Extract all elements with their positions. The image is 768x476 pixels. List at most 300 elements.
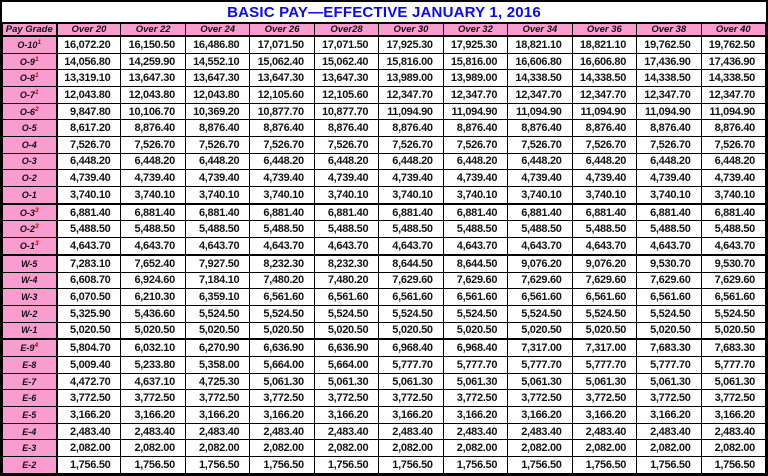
pay-amount-cell: 5,524.50	[314, 305, 378, 322]
pay-amount-cell: 1,756.50	[637, 457, 701, 474]
pay-amount-cell: 5,524.50	[572, 305, 636, 322]
table-row	[3, 221, 766, 238]
pay-amount-cell: 1,756.50	[250, 457, 314, 474]
pay-amount-cell: 17,436.90	[637, 53, 701, 70]
pay-amount-cell: 4,739.40	[57, 170, 121, 187]
table-row	[3, 136, 766, 153]
table-row	[3, 440, 766, 457]
pay-amount-cell: 5,524.50	[379, 305, 443, 322]
pay-amount-cell: 7,317.00	[572, 339, 636, 356]
pay-amount-cell: 2,483.40	[57, 423, 121, 440]
pay-amount-cell: 8,232.30	[250, 255, 314, 272]
pay-amount-cell: 6,881.40	[250, 204, 314, 221]
pay-amount-cell: 4,643.70	[572, 238, 636, 255]
pay-amount-cell: 6,881.40	[57, 204, 121, 221]
pay-amount-cell: 7,526.70	[250, 136, 314, 153]
pay-amount-cell: 6,359.10	[185, 289, 249, 306]
pay-amount-cell: 3,166.20	[443, 407, 507, 424]
pay-amount-cell: 2,483.40	[379, 423, 443, 440]
pay-amount-cell: 5,524.50	[185, 305, 249, 322]
pay-amount-cell: 6,448.20	[443, 153, 507, 170]
pay-amount-cell: 6,448.20	[185, 153, 249, 170]
pay-amount-cell: 2,082.00	[572, 440, 636, 457]
pay-amount-cell: 6,210.30	[121, 289, 185, 306]
pay-grade-cell: E-6	[3, 390, 57, 407]
pay-amount-cell: 6,881.40	[637, 204, 701, 221]
pay-amount-cell: 8,232.30	[314, 255, 378, 272]
footnote-marker: 2	[34, 105, 39, 113]
pay-amount-cell: 15,062.40	[250, 53, 314, 70]
pay-amount-cell: 17,436.90	[701, 53, 765, 70]
pay-amount-cell: 9,530.70	[701, 255, 765, 272]
pay-amount-cell: 5,777.70	[701, 357, 765, 374]
pay-amount-cell: 9,076.20	[508, 255, 572, 272]
pay-amount-cell: 10,877.70	[250, 103, 314, 120]
pay-amount-cell: 6,448.20	[637, 153, 701, 170]
pay-amount-cell: 16,606.80	[508, 53, 572, 70]
pay-amount-cell: 5,488.50	[379, 221, 443, 238]
pay-amount-cell: 2,082.00	[508, 440, 572, 457]
table-row	[3, 289, 766, 306]
table-row	[3, 238, 766, 255]
pay-amount-cell: 9,076.20	[572, 255, 636, 272]
pay-amount-cell: 5,061.30	[637, 373, 701, 390]
pay-amount-cell: 1,756.50	[314, 457, 378, 474]
pay-amount-cell: 2,082.00	[443, 440, 507, 457]
pay-amount-cell: 6,608.70	[57, 272, 121, 289]
pay-amount-cell: 6,561.60	[572, 289, 636, 306]
pay-grade-cell: W-5	[3, 255, 57, 272]
pay-amount-cell: 9,847.80	[57, 103, 121, 120]
table-row	[3, 204, 766, 221]
pay-amount-cell: 5,488.50	[57, 221, 121, 238]
pay-grade-cell: E-8	[3, 357, 57, 374]
pay-amount-cell: 12,347.70	[379, 87, 443, 104]
pay-grade-cell: E-4	[3, 423, 57, 440]
pay-amount-cell: 2,082.00	[57, 440, 121, 457]
pay-amount-cell: 2,483.40	[572, 423, 636, 440]
pay-amount-cell: 2,483.40	[121, 423, 185, 440]
pay-amount-cell: 11,094.90	[443, 103, 507, 120]
pay-amount-cell: 5,020.50	[572, 322, 636, 339]
pay-amount-cell: 11,094.90	[637, 103, 701, 120]
pay-amount-cell: 15,816.00	[443, 53, 507, 70]
pay-amount-cell: 6,561.60	[314, 289, 378, 306]
pay-amount-cell: 6,561.60	[379, 289, 443, 306]
pay-amount-cell: 7,526.70	[572, 136, 636, 153]
pay-amount-cell: 4,643.70	[443, 238, 507, 255]
pay-amount-cell: 5,524.50	[637, 305, 701, 322]
pay-amount-cell: 17,071.50	[314, 36, 378, 53]
pay-amount-cell: 7,629.60	[701, 272, 765, 289]
pay-amount-cell: 14,259.90	[121, 53, 185, 70]
pay-amount-cell: 5,488.50	[314, 221, 378, 238]
pay-amount-cell: 4,643.70	[701, 238, 765, 255]
table-row	[3, 170, 766, 187]
pay-amount-cell: 3,166.20	[314, 407, 378, 424]
table-row	[3, 186, 766, 203]
pay-amount-cell: 4,637.10	[121, 373, 185, 390]
pay-grade-cell: E-3	[3, 440, 57, 457]
pay-amount-cell: 12,043.80	[121, 87, 185, 104]
pay-amount-cell: 10,877.70	[314, 103, 378, 120]
pay-amount-cell: 6,448.20	[508, 153, 572, 170]
pay-amount-cell: 3,772.50	[443, 390, 507, 407]
pay-grade-header: Pay Grade	[3, 24, 57, 37]
pay-amount-cell: 3,740.10	[57, 186, 121, 203]
pay-amount-cell: 7,480.20	[250, 272, 314, 289]
pay-amount-cell: 10,106.70	[121, 103, 185, 120]
pay-amount-cell: 5,061.30	[701, 373, 765, 390]
table-row	[3, 53, 766, 70]
pay-amount-cell: 2,082.00	[250, 440, 314, 457]
pay-amount-cell: 6,881.40	[508, 204, 572, 221]
pay-amount-cell: 8,876.40	[637, 120, 701, 137]
pay-amount-cell: 6,881.40	[314, 204, 378, 221]
pay-amount-cell: 5,524.50	[250, 305, 314, 322]
footnote-marker: 1	[34, 88, 39, 96]
pay-amount-cell: 7,629.60	[572, 272, 636, 289]
pay-amount-cell: 5,020.50	[443, 322, 507, 339]
pay-amount-cell: 5,488.50	[572, 221, 636, 238]
pay-amount-cell: 8,876.40	[701, 120, 765, 137]
table-row	[3, 70, 766, 87]
pay-grade-cell: O-2	[3, 170, 57, 187]
pay-amount-cell: 11,094.90	[572, 103, 636, 120]
pay-amount-cell: 4,643.70	[250, 238, 314, 255]
pay-amount-cell: 13,989.00	[443, 70, 507, 87]
pay-amount-cell: 1,756.50	[121, 457, 185, 474]
pay-amount-cell: 14,338.50	[637, 70, 701, 87]
pay-amount-cell: 5,777.70	[508, 357, 572, 374]
pay-amount-cell: 5,358.00	[185, 357, 249, 374]
pay-amount-cell: 8,644.50	[443, 255, 507, 272]
pay-amount-cell: 2,483.40	[508, 423, 572, 440]
pay-amount-cell: 6,881.40	[121, 204, 185, 221]
pay-amount-cell: 8,644.50	[379, 255, 443, 272]
pay-amount-cell: 5,020.50	[250, 322, 314, 339]
pay-amount-cell: 7,184.10	[185, 272, 249, 289]
pay-amount-cell: 5,436.60	[121, 305, 185, 322]
pay-amount-cell: 7,480.20	[314, 272, 378, 289]
pay-amount-cell: 4,739.40	[314, 170, 378, 187]
pay-amount-cell: 15,062.40	[314, 53, 378, 70]
column-header: Over 22	[121, 24, 185, 37]
pay-amount-cell: 5,488.50	[508, 221, 572, 238]
pay-amount-cell: 6,448.20	[572, 153, 636, 170]
pay-amount-cell: 2,082.00	[637, 440, 701, 457]
pay-amount-cell: 4,739.40	[637, 170, 701, 187]
pay-amount-cell: 5,524.50	[508, 305, 572, 322]
pay-amount-cell: 4,643.70	[185, 238, 249, 255]
pay-amount-cell: 4,643.70	[637, 238, 701, 255]
pay-amount-cell: 16,486.80	[185, 36, 249, 53]
pay-amount-cell: 4,739.40	[508, 170, 572, 187]
table-row	[3, 339, 766, 356]
pay-grade-cell: E-7	[3, 373, 57, 390]
table-row	[3, 357, 766, 374]
pay-amount-cell: 4,643.70	[57, 238, 121, 255]
table-row	[3, 255, 766, 272]
table-row	[3, 153, 766, 170]
pay-amount-cell: 6,448.20	[379, 153, 443, 170]
table-row	[3, 373, 766, 390]
pay-amount-cell: 6,881.40	[572, 204, 636, 221]
pay-amount-cell: 15,816.00	[379, 53, 443, 70]
pay-amount-cell: 6,561.60	[250, 289, 314, 306]
pay-amount-cell: 2,082.00	[121, 440, 185, 457]
pay-amount-cell: 13,989.00	[379, 70, 443, 87]
pay-amount-cell: 5,020.50	[314, 322, 378, 339]
pay-amount-cell: 2,082.00	[379, 440, 443, 457]
pay-amount-cell: 7,927.50	[185, 255, 249, 272]
pay-grade-cell: E-2	[3, 457, 57, 474]
table-row	[3, 272, 766, 289]
pay-amount-cell: 6,070.50	[57, 289, 121, 306]
pay-amount-cell: 14,552.10	[185, 53, 249, 70]
pay-amount-cell: 7,629.60	[443, 272, 507, 289]
pay-amount-cell: 3,772.50	[314, 390, 378, 407]
pay-grade-cell: W-1	[3, 322, 57, 339]
pay-amount-cell: 3,740.10	[185, 186, 249, 203]
pay-amount-cell: 6,448.20	[121, 153, 185, 170]
pay-amount-cell: 3,166.20	[121, 407, 185, 424]
footnote-marker: 4	[34, 342, 39, 350]
pay-amount-cell: 9,530.70	[637, 255, 701, 272]
pay-amount-cell: 12,347.70	[443, 87, 507, 104]
pay-amount-cell: 8,876.40	[508, 120, 572, 137]
table-row	[3, 120, 766, 137]
pay-amount-cell: 4,643.70	[121, 238, 185, 255]
table-row	[3, 423, 766, 440]
pay-amount-cell: 7,629.60	[379, 272, 443, 289]
pay-amount-cell: 4,643.70	[379, 238, 443, 255]
pay-amount-cell: 17,925.30	[443, 36, 507, 53]
pay-amount-cell: 5,777.70	[443, 357, 507, 374]
pay-amount-cell: 4,739.40	[443, 170, 507, 187]
table-row	[3, 407, 766, 424]
pay-amount-cell: 10,369.20	[185, 103, 249, 120]
pay-amount-cell: 5,488.50	[701, 221, 765, 238]
pay-amount-cell: 7,683.30	[701, 339, 765, 356]
column-header: Over 32	[443, 24, 507, 37]
pay-amount-cell: 14,338.50	[701, 70, 765, 87]
pay-amount-cell: 6,968.40	[443, 339, 507, 356]
pay-amount-cell: 3,772.50	[701, 390, 765, 407]
pay-amount-cell: 4,739.40	[379, 170, 443, 187]
pay-grade-cell: O-5	[3, 120, 57, 137]
pay-amount-cell: 4,725.30	[185, 373, 249, 390]
pay-amount-cell: 5,020.50	[121, 322, 185, 339]
pay-amount-cell: 6,881.40	[185, 204, 249, 221]
pay-amount-cell: 12,347.70	[508, 87, 572, 104]
pay-amount-cell: 5,061.30	[314, 373, 378, 390]
pay-amount-cell: 1,756.50	[572, 457, 636, 474]
pay-amount-cell: 7,526.70	[637, 136, 701, 153]
column-header: Over 30	[379, 24, 443, 37]
pay-amount-cell: 13,647.30	[185, 70, 249, 87]
pay-grade-cell: $O-1^3$	[3, 238, 57, 255]
pay-amount-cell: 14,056.80	[57, 53, 121, 70]
pay-amount-cell: 19,762.50	[637, 36, 701, 53]
column-header: Over 24	[185, 24, 249, 37]
pay-amount-cell: 3,772.50	[379, 390, 443, 407]
pay-amount-cell: 16,606.80	[572, 53, 636, 70]
pay-amount-cell: 5,488.50	[637, 221, 701, 238]
pay-amount-cell: 12,347.70	[701, 87, 765, 104]
pay-grade-cell: $O-10^1$	[3, 36, 57, 53]
pay-amount-cell: 12,347.70	[572, 87, 636, 104]
pay-amount-cell: 5,804.70	[57, 339, 121, 356]
pay-amount-cell: 3,166.20	[57, 407, 121, 424]
pay-amount-cell: 8,876.40	[121, 120, 185, 137]
pay-amount-cell: 3,772.50	[637, 390, 701, 407]
pay-amount-cell: 7,526.70	[121, 136, 185, 153]
table-body	[3, 36, 766, 474]
pay-amount-cell: 4,643.70	[508, 238, 572, 255]
pay-amount-cell: 8,876.40	[185, 120, 249, 137]
pay-amount-cell: 5,020.50	[57, 322, 121, 339]
pay-amount-cell: 14,338.50	[508, 70, 572, 87]
pay-amount-cell: 3,740.10	[572, 186, 636, 203]
pay-amount-cell: 4,739.40	[572, 170, 636, 187]
pay-amount-cell: 6,881.40	[701, 204, 765, 221]
pay-amount-cell: 7,283.10	[57, 255, 121, 272]
pay-amount-cell: 7,629.60	[508, 272, 572, 289]
pay-amount-cell: 3,166.20	[572, 407, 636, 424]
table-row	[3, 36, 766, 53]
column-header: Over 20	[57, 24, 121, 37]
pay-amount-cell: 11,094.90	[701, 103, 765, 120]
pay-amount-cell: 2,483.40	[314, 423, 378, 440]
pay-amount-cell: 2,483.40	[185, 423, 249, 440]
pay-amount-cell: 6,881.40	[443, 204, 507, 221]
pay-amount-cell: 11,094.90	[508, 103, 572, 120]
pay-amount-cell: 2,082.00	[185, 440, 249, 457]
pay-amount-cell: 5,488.50	[185, 221, 249, 238]
pay-amount-cell: 5,664.00	[250, 357, 314, 374]
pay-amount-cell: 5,488.50	[250, 221, 314, 238]
pay-amount-cell: 5,009.40	[57, 357, 121, 374]
pay-amount-cell: 3,740.10	[701, 186, 765, 203]
pay-amount-cell: 5,777.70	[637, 357, 701, 374]
pay-amount-cell: 3,772.50	[121, 390, 185, 407]
pay-amount-cell: 3,166.20	[185, 407, 249, 424]
pay-grade-cell: $E-9^4$	[3, 339, 57, 356]
pay-amount-cell: 3,772.50	[250, 390, 314, 407]
pay-amount-cell: 3,166.20	[379, 407, 443, 424]
pay-amount-cell: 8,617.20	[57, 120, 121, 137]
pay-amount-cell: 3,740.10	[508, 186, 572, 203]
page-title: BASIC PAY—EFFECTIVE JANUARY 1, 2016	[227, 3, 541, 21]
pay-amount-cell: 14,338.50	[572, 70, 636, 87]
pay-amount-cell: 8,876.40	[379, 120, 443, 137]
table-row	[3, 457, 766, 474]
pay-amount-cell: 6,968.40	[379, 339, 443, 356]
pay-amount-cell: 3,166.20	[637, 407, 701, 424]
pay-amount-cell: 1,756.50	[443, 457, 507, 474]
pay-amount-cell: 5,777.70	[379, 357, 443, 374]
pay-grade-cell: $O-9^1$	[3, 53, 57, 70]
pay-amount-cell: 5,061.30	[572, 373, 636, 390]
table-row	[3, 305, 766, 322]
pay-amount-cell: 18,821.10	[572, 36, 636, 53]
pay-amount-cell: 4,643.70	[314, 238, 378, 255]
pay-amount-cell: 6,924.60	[121, 272, 185, 289]
pay-amount-cell: 7,526.70	[701, 136, 765, 153]
pay-amount-cell: 13,647.30	[121, 70, 185, 87]
pay-amount-cell: 6,448.20	[57, 153, 121, 170]
pay-amount-cell: 2,082.00	[314, 440, 378, 457]
pay-amount-cell: 3,166.20	[508, 407, 572, 424]
pay-amount-cell: 6,561.60	[443, 289, 507, 306]
basic-pay-table	[2, 23, 766, 474]
pay-amount-cell: 3,772.50	[508, 390, 572, 407]
pay-amount-cell: 4,739.40	[701, 170, 765, 187]
pay-amount-cell: 5,061.30	[443, 373, 507, 390]
pay-amount-cell: 7,526.70	[57, 136, 121, 153]
pay-amount-cell: 13,647.30	[314, 70, 378, 87]
pay-amount-cell: 3,740.10	[637, 186, 701, 203]
pay-amount-cell: 19,762.50	[701, 36, 765, 53]
pay-grade-cell: O-1	[3, 186, 57, 203]
pay-amount-cell: 12,043.80	[57, 87, 121, 104]
pay-amount-cell: 12,347.70	[637, 87, 701, 104]
pay-amount-cell: 2,483.40	[250, 423, 314, 440]
pay-amount-cell: 6,448.20	[314, 153, 378, 170]
pay-amount-cell: 17,925.30	[379, 36, 443, 53]
pay-amount-cell: 5,020.50	[185, 322, 249, 339]
pay-grade-cell: O-4	[3, 136, 57, 153]
pay-amount-cell: 3,772.50	[572, 390, 636, 407]
pay-amount-cell: 5,020.50	[637, 322, 701, 339]
pay-amount-cell: 4,739.40	[250, 170, 314, 187]
pay-amount-cell: 5,325.90	[57, 305, 121, 322]
pay-grade-cell: W-2	[3, 305, 57, 322]
pay-amount-cell: 1,756.50	[57, 457, 121, 474]
pay-amount-cell: 2,082.00	[701, 440, 765, 457]
pay-amount-cell: 7,526.70	[443, 136, 507, 153]
pay-amount-cell: 3,772.50	[185, 390, 249, 407]
pay-amount-cell: 7,683.30	[637, 339, 701, 356]
pay-amount-cell: 8,876.40	[314, 120, 378, 137]
pay-amount-cell: 5,020.50	[508, 322, 572, 339]
pay-amount-cell: 4,739.40	[185, 170, 249, 187]
pay-amount-cell: 7,629.60	[637, 272, 701, 289]
pay-amount-cell: 1,756.50	[379, 457, 443, 474]
pay-amount-cell: 5,020.50	[701, 322, 765, 339]
pay-amount-cell: 6,636.90	[250, 339, 314, 356]
footnote-marker: 3	[34, 240, 39, 247]
pay-amount-cell: 3,740.10	[379, 186, 443, 203]
table-title-bar	[2, 2, 766, 23]
pay-amount-cell: 1,756.50	[185, 457, 249, 474]
pay-amount-cell: 5,020.50	[379, 322, 443, 339]
pay-amount-cell: 4,739.40	[121, 170, 185, 187]
pay-grade-cell: E-5	[3, 407, 57, 424]
pay-amount-cell: 18,821.10	[508, 36, 572, 53]
pay-amount-cell: 6,448.20	[701, 153, 765, 170]
pay-amount-cell: 3,740.10	[121, 186, 185, 203]
pay-grade-cell: $O-2^3$	[3, 221, 57, 238]
pay-amount-cell: 7,526.70	[379, 136, 443, 153]
pay-amount-cell: 3,740.10	[443, 186, 507, 203]
pay-amount-cell: 3,166.20	[701, 407, 765, 424]
pay-amount-cell: 5,777.70	[572, 357, 636, 374]
pay-amount-cell: 3,740.10	[314, 186, 378, 203]
pay-amount-cell: 12,043.80	[185, 87, 249, 104]
pay-amount-cell: 5,524.50	[701, 305, 765, 322]
